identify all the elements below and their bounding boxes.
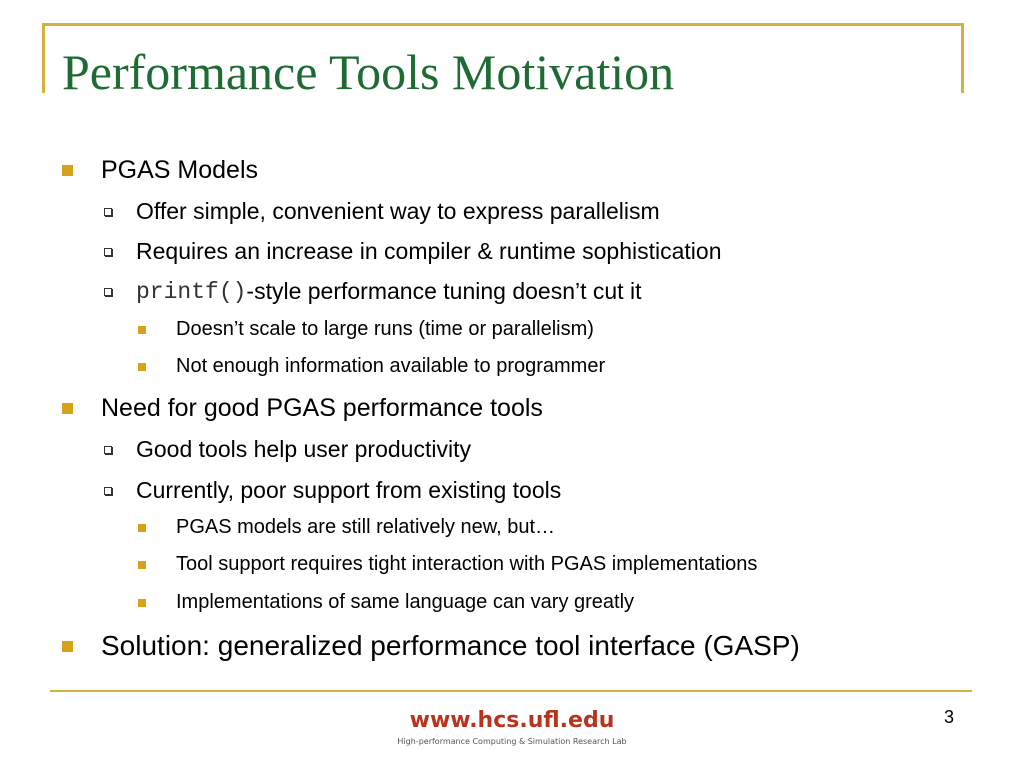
square-bullet-icon	[138, 363, 146, 371]
bullet-item	[104, 198, 660, 225]
square-bullet-icon	[62, 641, 73, 652]
bullet-item	[138, 591, 634, 614]
hollow-square-bullet-icon	[104, 208, 112, 216]
square-bullet-icon	[138, 599, 146, 607]
bullet-item	[62, 630, 800, 662]
bullet-item	[138, 516, 555, 539]
bullet-text: -style performance tuning doesn’t cut it	[246, 278, 642, 304]
bullet-item	[62, 156, 258, 185]
bullet-item	[138, 318, 594, 341]
bullet-text: Good tools help user productivity	[136, 436, 471, 462]
footer-subtitle: High-performance Computing & Simulation Research Lab	[397, 737, 627, 746]
bullet-item	[104, 278, 641, 305]
bullet-text: PGAS Models	[101, 156, 259, 184]
bullet-item	[104, 477, 561, 504]
bullet-text: PGAS models are still relatively new, but…	[176, 516, 556, 538]
bullet-text: Currently, poor support from existing tools	[136, 477, 562, 503]
bullet-text: Offer simple, convenient way to express parallelism	[136, 198, 660, 224]
bullet-text: Implementations of same language can vary greatly	[176, 591, 635, 613]
bullet-text: Doesn’t scale to large runs (time or parallelism)	[176, 318, 594, 340]
hollow-square-bullet-icon	[104, 288, 112, 296]
square-bullet-icon	[62, 403, 73, 414]
hollow-square-bullet-icon	[104, 248, 112, 256]
bullet-text: Tool support requires tight interaction with PGAS implementations	[176, 553, 758, 575]
footer-divider	[50, 690, 972, 692]
bullet-item	[104, 436, 471, 463]
bullet-text: Not enough information available to programmer	[176, 355, 606, 377]
bullet-text: Need for good PGAS performance tools	[101, 394, 543, 422]
square-bullet-icon	[138, 326, 146, 334]
square-bullet-icon	[62, 165, 73, 176]
bullet-text: Requires an increase in compiler & runtime sophistication	[136, 238, 722, 264]
footer-url: www.hcs.ufl.edu	[409, 708, 615, 733]
bullet-text: Solution: generalized performance tool interface (GASP)	[101, 630, 800, 661]
slide-title: Performance Tools Motivation	[62, 44, 675, 100]
bullet-item	[62, 394, 543, 423]
hollow-square-bullet-icon	[104, 487, 112, 495]
code-snippet: printf()	[136, 278, 247, 305]
page-number: 3	[944, 707, 955, 727]
bullet-item	[138, 553, 757, 576]
bullet-item	[138, 355, 605, 378]
hollow-square-bullet-icon	[104, 446, 112, 454]
square-bullet-icon	[138, 524, 146, 532]
square-bullet-icon	[138, 561, 146, 569]
bullet-item	[104, 238, 722, 265]
